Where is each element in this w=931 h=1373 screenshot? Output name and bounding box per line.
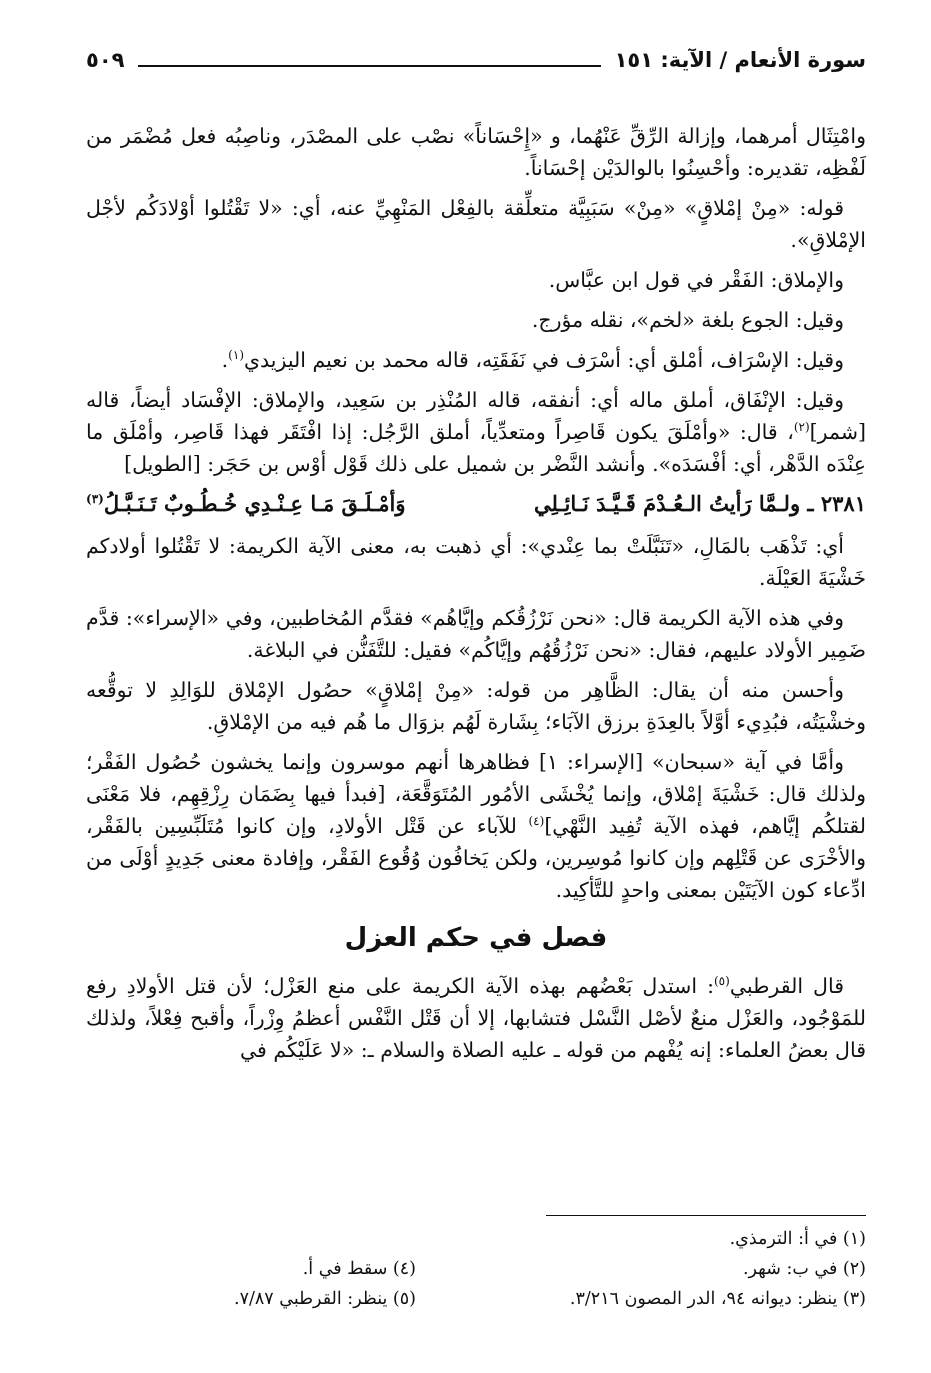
section-heading: فصل في حكم العزل: [344, 923, 608, 953]
paragraph: وامْتِثَال أمرهما، وإزالة الرِّقِّ عَنْهُما، و «إِحْسَاناً» نصْب على المصْدَر، وناصِبُه فعل مُضْمَر من لَفْظِه، تقديره: وأحْسِنُوا بالوالدَيْن إحْسَاناً.: [86, 124, 866, 180]
paragraph: والإملاق: الفَقْر في قول ابن عبَّاس.: [548, 268, 844, 292]
footnote-rule: [546, 1215, 866, 1216]
footnote-5: (٥) ينظر: القرطبي ٧/٨٧.: [234, 1289, 416, 1309]
paragraph-text: وقيل: الإسْرَاف، أمْلق أي: أسْرَف في نَفَقَتِه، قاله محمد بن نعيم اليزيدي: [244, 348, 844, 372]
paragraph: [86, 344, 866, 376]
paragraph-text: وأمَّا في آية «سبحان» [الإسراء: ١] فظاهرها أنهم موسرون وإنما يخشون حُصُول الفَقْر؛ ولذلك قال: خَشْيَةَ إمْلاق، وإنما يُخْشَى الأمُور المُتَوَقَّعَة، [فبدأ فيها بِضَمَان رِزْقِهِم، فلا مَعْنَى لقتلكُم إيَّاهم، فهذه الآية تُفِيد النَّهْي]: [86, 750, 866, 838]
footnote-ref: (٥): [713, 974, 730, 989]
paragraph-text: ، قال: «وأمْلَقَ يكون قَاصِراً ومتعدِّياً، أملق الرَّجُل: إذا افْتَقَر فهذا قَاصِر، وأمْلَق ما عِنْدَه الدَّهْر، أي: أفْسَدَه». وأنشد النَّضْر بن شميل على ذلك قَوْل أوْس بن حَجَر: [الطويل]: [86, 420, 866, 476]
footnote-1: (١) في أ: الترمذي.: [729, 1229, 866, 1249]
footnote-2: (٢) في ب: شهر.: [742, 1259, 866, 1279]
header-rule: [138, 65, 600, 67]
main-text: [86, 120, 866, 1074]
paragraph: وأحسن منه أن يقال: الظَّاهِر من قوله: «مِنْ إمْلاقٍ» حصُول الإمْلاق للوَالِدِ لا توقُّعه وخشْيَتُه، فبُدِيء أوَّلاً بالعِدَةِ برزق الآبَاء؛ بِشَارة لَهُم بزوَال ما هُم فيه من الإمْلاقِ.: [86, 678, 866, 734]
footnote-ref: (٤): [528, 814, 545, 829]
verse-second-text: وَأمْـلَـقَ مَـا عِـنْـدِي خُـطُـوبٌ تَـنَـبَّـلُ: [103, 491, 406, 516]
paragraph: أي: تَذْهَب بالمَالِ، «تَنَبَّلَتْ بما عِنْدي»: أي ذهبت به، معنى الآية الكريمة: لا تَقْتُلوا أولادكم خَشْيَةَ العَيْلَة.: [86, 534, 866, 590]
paragraph: وقيل: الجوع بلغة «لخم»، نقله مؤرج.: [531, 308, 844, 332]
footnote-ref: (١): [228, 348, 244, 363]
footnote-ref: (٢): [793, 420, 810, 435]
verse-first-hemistich: ٢٣٨١ ـ ولـمَّا رَأيتُ الـعُـدْمَ قَـيَّـدَ نَـائِـلِي: [533, 491, 866, 516]
poetry-verse: [86, 488, 866, 520]
footnote-empty: [86, 1224, 416, 1254]
footnote-grid: [86, 1224, 866, 1314]
paragraph: [86, 384, 866, 480]
paragraph-text: : استدل بَعْضُهم بهذه الآية الكريمة على منع العَزْل؛ لأن قتل الأولادِ رفع للمَوْجُود، والعَزْل منعٌ لأصْل النَّسْل فتشابها، إلا أن قَتْل النَّفْس أعظمُ وِزْراً، وأقبح فِعْلاً، ولذلك قال بعضُ العلماء: إنه يُفْهم من قوله ـ عليه الصلاة والسلام ـ: «لا عَلَيْكُم في: [86, 974, 866, 1062]
surah-title: سورة الأنعام / الآية: ١٥١: [614, 48, 866, 72]
paragraph-end: .: [221, 348, 229, 372]
verse-second-hemistich: [86, 488, 406, 520]
footnote-4: (٤) سقط في أ.: [302, 1259, 416, 1279]
footnote-ref: (٣): [86, 492, 104, 506]
paragraph-text: وقيل: الإنْفَاق، أملق ماله أي: أنفقه، قاله المُنْذِر بن سَعِيد، والإملاق: الإفْسَاد أيضاً، قاله [شمر]: [86, 388, 866, 444]
paragraph-text: قال القرطبي: [729, 974, 844, 998]
paragraph: قوله: «مِنْ إمْلاقٍ» «مِنْ» سَبَبِيَّة متعلِّقة بالفِعْل المَنْهِيِّ عنه، أي: «لا تَقْتُلوا أوْلادَكُم لأجْل الإمْلاقِ».: [86, 196, 866, 252]
page-number: ٥٠٩: [86, 48, 125, 72]
paragraph: [86, 970, 866, 1066]
footnotes: [86, 1215, 866, 1314]
footnote-3: (٣) ينظر: ديوانه ٩٤، الدر المصون ٣/٢١٦.: [569, 1289, 866, 1309]
running-header: [86, 40, 866, 80]
paragraph: [86, 746, 866, 906]
paragraph: وفي هذه الآية الكريمة قال: «نحن نَرْزُقُكم وإيَّاهُم» فقدَّم المُخاطبين، وفي «الإسراء»: قدَّم ضَمِير الأولاد عليهم، فقال: «نحن نَرْزُقُهُم وإيَّاكُم» فقيل: للتَّفَنُّن في البلاغة.: [86, 606, 866, 662]
paragraph-text: للآباء عن قَتْل الأولادِ، وإن كانوا مُتَلَبِّسِين بالفَقْر، والأخْرَى عن قَتْلِهم وإن كانوا مُوسِرين، ولكن يَخافُون وُقُوع الفَقْر، وإفادة معنى جَدِيدٍ أوْلَى من ادِّعاء كون الآيَتَيْن بمعنى واحدٍ للتَّأكِيد.: [86, 814, 866, 902]
book-page: [86, 40, 866, 1350]
